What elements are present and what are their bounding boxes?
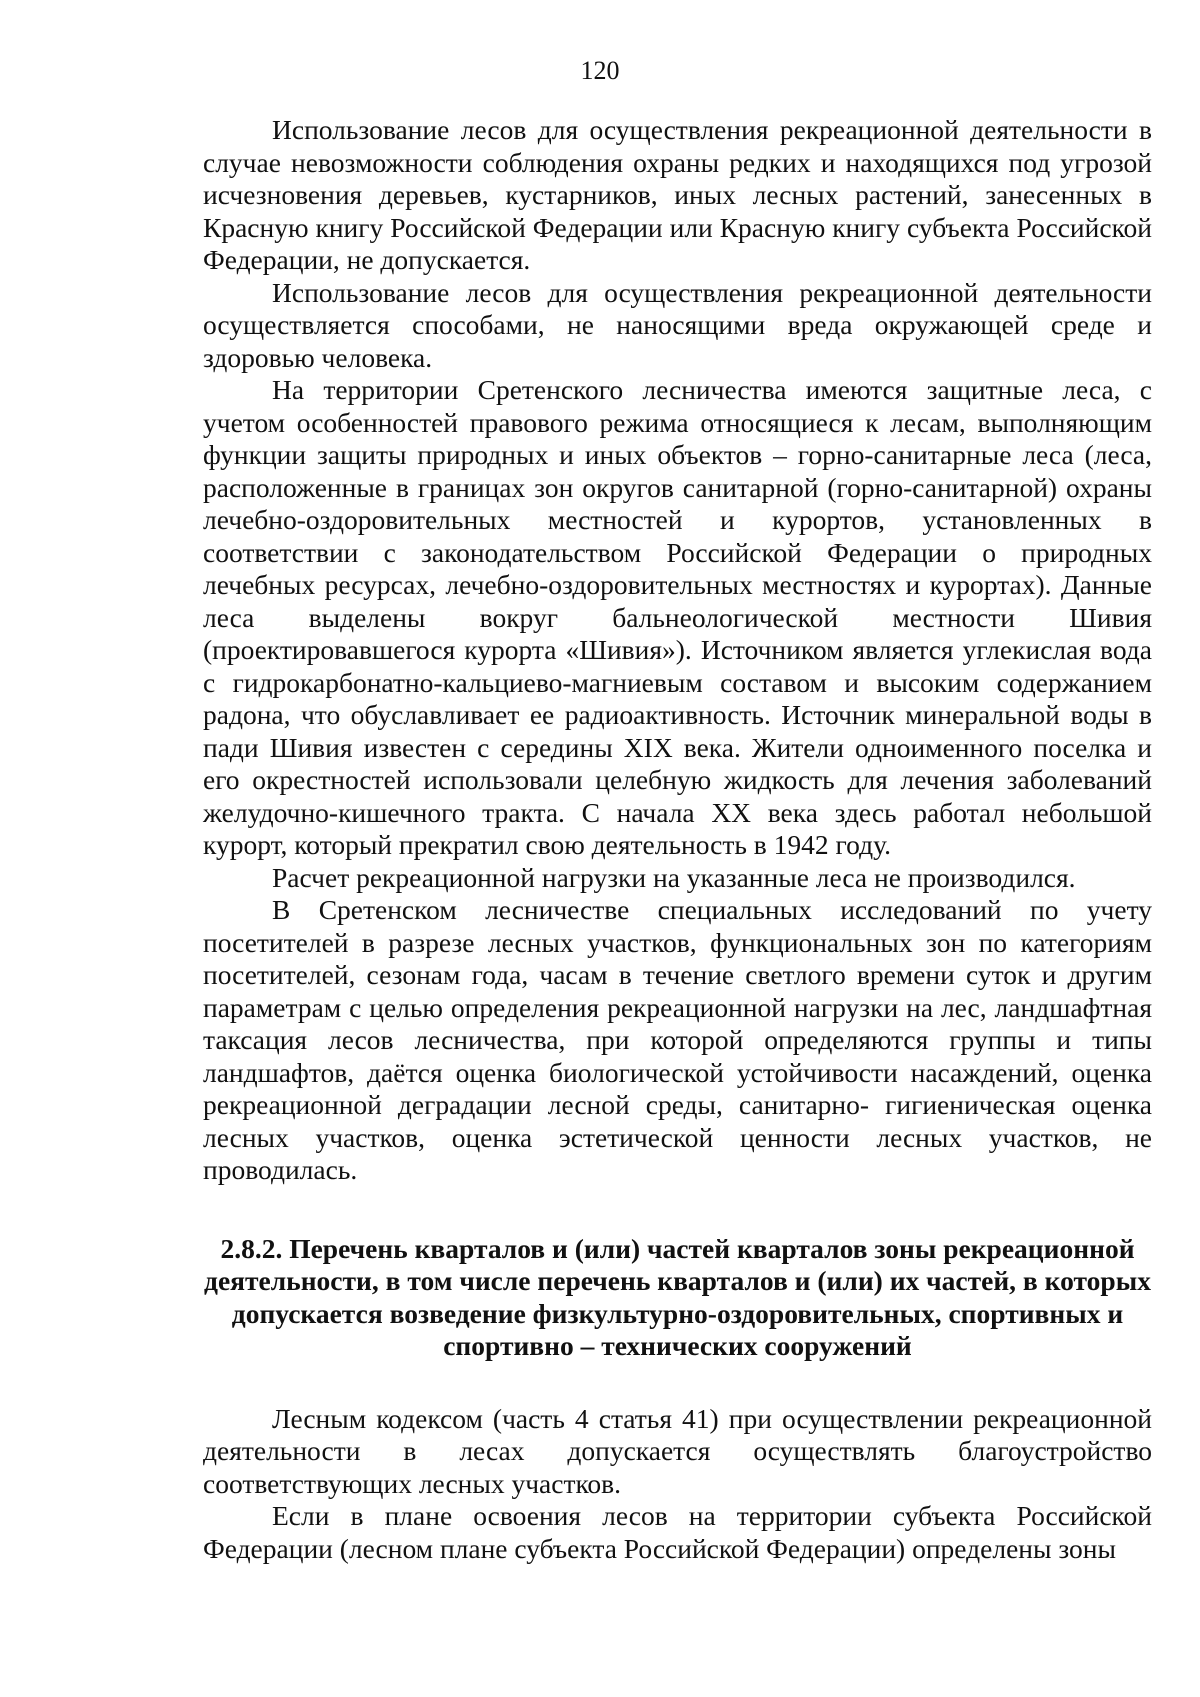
section-heading-2-8-2: 2.8.2. Перечень кварталов и (или) частей кварталов зоны рекреационной деятельности, в том числе перечень кварталов и (или) их частей, в которых допускается возведение физкультурно-оздоровительных, спортивных и спортивно – технических сооружений [204,1232,1151,1361]
paragraph-protective-forests: На территории Сретенского лесничества имеются защитные леса, с учетом особенностей правового режима относящиеся к лесам, выполняющим функции защиты природных и иных объектов – горно-санитарные леса (леса, расположенные в границах зон округов санитарной (горно-санитарной) охраны лечебно-оздоровительных местностей и курортов, установленных в соответствии с законодательством Российской Федерации о природных лечебных ресурсах, лечебно-оздоровительных местностях и курортах). Данные леса выделены вокруг бальнеологической местности Шивия (проектировавшегося курорта «Шивия»). Источником является углекислая вода с гидрокарбонатно-кальциево-магниевым составом и высоким содержанием радона, что обуславливает ее радиоактивность. Источник минеральной воды в пади Шивия известен с середины XIX века. Жители одноименного поселка и его окрестностей использовали целебную жидкость для лечения заболеваний желудочно-кишечного тракта. С начала XX века здесь работал небольшой курорт, который прекратил свою деятельность в 1942 году. [203,374,1152,860]
paragraph-forest-use-restriction: Использование лесов для осуществления рекреационной деятельности в случае невозможности соблюдения охраны редких и находящихся под угрозой исчезновения деревьев, кустарников, иных лесных растений, занесенных в Красную книгу Российской Федерации или Красную книгу субъекта Российской Федерации, не допускается. [203,114,1152,275]
paragraph-load-calculation: Расчет рекреационной нагрузки на указанные леса не производился. [272,861,1076,893]
page-number: 120 [580,56,620,85]
document-body [203,114,1152,1565]
paragraph-forest-use-methods: Использование лесов для осуществления рекреационной деятельности осуществляется способами, не наносящими вреда окружающей среде и здоровью человека. [203,276,1152,373]
paragraph-visitor-studies: В Сретенском лесничестве специальных исследований по учету посетителей в разрезе лесных участков, функциональных зон по категориям посетителей, сезонам года, часам в течение светлого времени суток и другим параметрам с целью определения рекреационной нагрузки на лес, ландшафтная таксация лесов лесничества, при которой определяются группы и типы ландшафтов, даётся оценка биологической устойчивости насаждений, оценка рекреационной деградации лесной среды, санитарно- гигиеническая оценка лесных участков, оценка эстетической ценности лесных участков, не проводилась. [203,894,1152,1185]
paragraph-forest-code: Лесным кодексом (часть 4 статья 41) при осуществлении рекреационной деятельности в лесах допускается осуществлять благоустройство соответствующих лесных участков. [203,1402,1152,1499]
paragraph-forest-plan: Если в плане освоения лесов на территории субъекта Российской Федерации (лесном плане субъекта Российской Федерации) определены зоны [203,1500,1152,1564]
